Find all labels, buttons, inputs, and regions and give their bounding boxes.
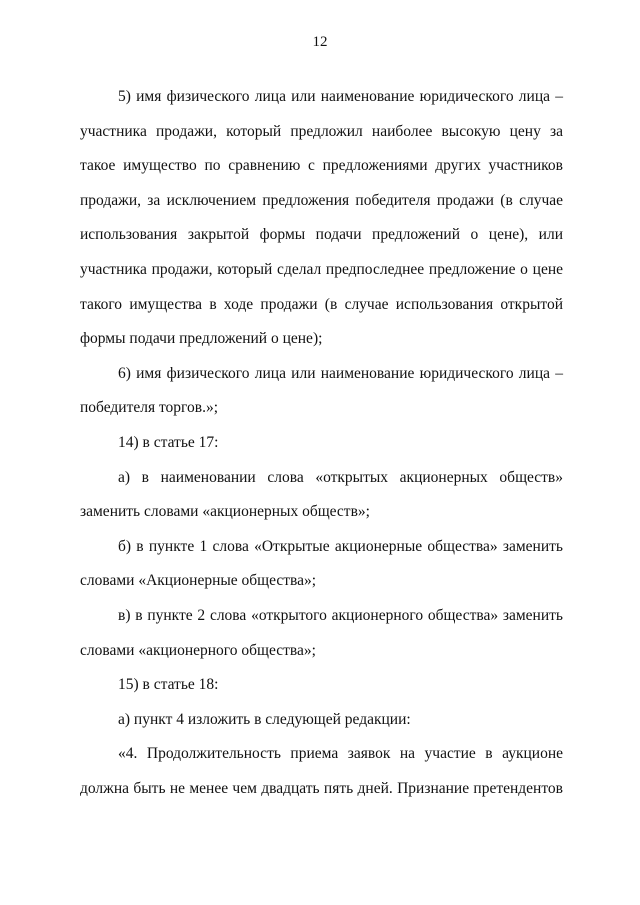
paragraph-subpoint-v-17: в) в пункте 2 слова «открытого акционерного общества» заменить словами «акционерного общества»; [80, 606, 563, 659]
paragraph-item-5: 5) имя физического лица или наименование юридического лица – участника продажи, который предложил наиболее высокую цену за такое имущество по сравнению с предложениями других участников продажи, за исключением предложения победителя продажи (в случае использования закрытой формы подачи предложений о цене), или участника продажи, который сделал предпоследнее предложение о цене такого имущества в ходе продажи (в случае использования открытой формы подачи предложений о цене); [80, 88, 563, 348]
paragraph-item-6: 6) имя физического лица или наименование юридического лица – победителя торгов.»; [80, 364, 563, 417]
paragraph-point-15: 15) в статье 18: [118, 676, 219, 694]
body-text [80, 80, 563, 806]
paragraph-subpoint-a-18: а) пункт 4 изложить в следующей редакции: [118, 710, 411, 728]
paragraph-quote-point-4: «4. Продолжительность приема заявок на участие в аукционе должна быть не менее чем двадцать пять дней. Признание претендентов [80, 745, 563, 797]
page-number: 12 [312, 34, 328, 50]
paragraph-point-14: 14) в статье 17: [118, 433, 219, 451]
paragraph-subpoint-a-17: а) в наименовании слова «открытых акционерных обществ» заменить словами «акционерных обществ»; [80, 468, 563, 521]
paragraph-subpoint-b-17: б) в пункте 1 слова «Открытые акционерные общества» заменить словами «Акционерные общества»; [80, 537, 563, 590]
